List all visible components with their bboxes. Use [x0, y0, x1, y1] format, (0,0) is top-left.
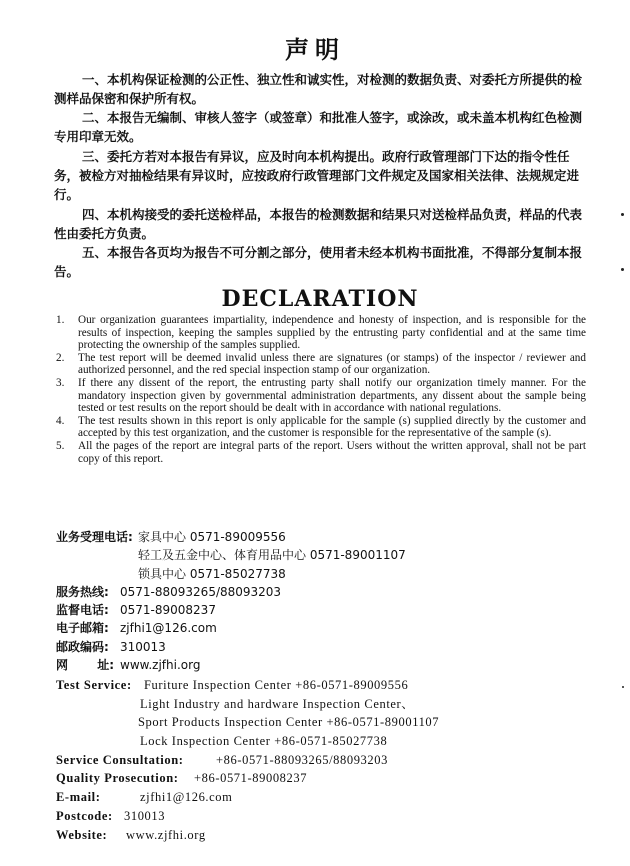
item-text: Our organization guarantees impartiality, independence and honesty of inspection, and is responsible for the results of inspection, keeping the samples supplied by the entrusting party confidential and at the same time protecting the ownership of the samples supplied.: [78, 314, 586, 352]
cn-supervision-row: [56, 601, 576, 619]
cn-paragraph-2: 二、本报告无编制、审核人签字（或签章）和批准人签字，或涂改，或未盖本机构红色检测专用印章无效。: [54, 110, 583, 144]
en-consultation-label: Service Consultation:: [56, 752, 184, 767]
en-postcode-row: [56, 807, 586, 826]
item-number: 5.: [56, 439, 65, 452]
declaration-item: [56, 314, 586, 352]
en-postcode-value: 310013: [124, 808, 166, 823]
cn-paragraph-4: 四、本机构接受的委托送检样品，本报告的检测数据和结果只对送检样品负责，样品的代表性由委托方负责。: [54, 207, 583, 241]
cn-supervision-value: 0571-89008237: [120, 603, 216, 618]
cn-business-row-3: [56, 565, 576, 583]
cn-postcode-value: 310013: [120, 639, 166, 654]
en-test-service-row-4: [56, 732, 586, 751]
en-prosecution-row: [56, 769, 586, 788]
declaration-item: [56, 352, 586, 377]
cn-business-row-2: [56, 546, 576, 564]
item-text: The test report will be deemed invalid unless there are signatures (or stamps) of the inspector / reviewer and authorized personnel, and the red special inspection stamp of our organization.: [78, 351, 586, 377]
en-test-service-line-1: Furiture Inspection Center +86-0571-89009556: [144, 678, 409, 692]
scan-speck: [621, 213, 624, 216]
cn-hotline-row: [56, 583, 576, 601]
en-contact-block: [56, 676, 586, 844]
cn-paragraph-5: 五、本报告各页均为报告不可分割之部分，使用者未经本机构书面批准，不得部分复制本报告。: [54, 245, 583, 279]
en-consultation-row: [56, 751, 586, 770]
item-text: If there any dissent of the report, the entrusting party shall notify our organization timely manner. For the mandatory inspection given by governmental administration departments, any dissent about the sample being tested or test results on the report should be dealt with in accordance with national regulations.: [78, 376, 586, 415]
en-prosecution-label: Quality Prosecution:: [56, 771, 179, 786]
en-prosecution-value: +86-0571-89008237: [194, 771, 308, 786]
en-test-service-row-2: [56, 695, 586, 714]
cn-paragraph-3: 三、委托方若对本报告有异议，应及时向本机构提出。政府行政管理部门下达的指令性任务，被检方对抽检结果有异议时，应按政府行政管理部门文件规定及国家相关法律、法规规定进行。: [54, 149, 580, 202]
cn-business-line-2: 轻工及五金中心、体育用品中心 0571-89001107: [138, 548, 406, 563]
en-title: DECLARATION: [221, 286, 419, 312]
item-number: 4.: [56, 414, 65, 427]
scan-speck: [622, 686, 624, 688]
item-number: 3.: [56, 376, 65, 389]
declaration-item: [56, 415, 586, 440]
cn-email-row: [56, 619, 576, 637]
cn-title: 声明: [285, 36, 345, 64]
en-test-service-label: Test Service:: [56, 678, 132, 692]
en-test-service-line-3: Sport Products Inspection Center +86-0571-89001107: [138, 715, 440, 730]
en-consultation-value: +86-0571-88093265/88093203: [216, 752, 388, 767]
cn-business-label: 业务受理电话:: [56, 530, 133, 544]
cn-postcode-label: 邮政编码:: [56, 639, 109, 654]
en-test-service-line-4: Lock Inspection Center +86-0571-85027738: [140, 734, 388, 749]
en-website-label: Website:: [56, 827, 108, 842]
cn-hotline-label: 服务热线:: [56, 584, 109, 599]
item-number: 1.: [56, 314, 65, 326]
en-postcode-label: Postcode:: [56, 808, 113, 823]
cn-contact-block: [56, 528, 576, 674]
cn-postcode-row: [56, 638, 576, 656]
en-email-value[interactable]: zjfhi1@126.com: [140, 790, 233, 805]
declaration-list: [56, 314, 586, 465]
cn-website-row: [56, 656, 576, 674]
en-website-row: [56, 826, 586, 845]
cn-business-row: [56, 528, 576, 546]
cn-website-value[interactable]: www.zjfhi.org: [120, 658, 201, 673]
declaration-item: [56, 440, 586, 465]
cn-email-value[interactable]: zjfhi1@126.com: [120, 621, 217, 636]
declaration-item: [56, 377, 586, 415]
cn-hotline-value: 0571-88093265/88093203: [120, 584, 282, 599]
item-text: The test results shown in this report is only applicable for the sample (s) supplied directly by the customer and accepted by this test organization, and the customer is responsible for the representative of the sample (s).: [78, 414, 586, 440]
en-test-service-row: [56, 676, 586, 695]
scan-speck: [621, 268, 624, 271]
item-number: 2.: [56, 351, 65, 364]
cn-paragraph-1: 一、本机构保证检测的公正性、独立性和诚实性，对检测的数据负责、对委托方所提供的检测样品保密和保护所有权。: [54, 72, 583, 106]
cn-website-label: 网 址:: [56, 658, 115, 673]
cn-supervision-label: 监督电话:: [56, 603, 109, 618]
cn-email-label: 电子邮箱:: [56, 621, 109, 636]
en-test-service-row-3: [56, 713, 586, 732]
en-email-label: E-mail:: [56, 790, 101, 805]
cn-business-line-1: 家具中心 0571-89009556: [138, 530, 286, 544]
en-email-row: [56, 788, 586, 807]
en-test-service-line-2: Light Industry and hardware Inspection Center、: [140, 696, 415, 711]
en-website-value[interactable]: www.zjfhi.org: [126, 827, 206, 842]
item-text: All the pages of the report are integral parts of the report. Users without the written approval, shall not be part copy of this report.: [78, 439, 586, 465]
cn-business-line-3: 锁具中心 0571-85027738: [138, 566, 286, 581]
